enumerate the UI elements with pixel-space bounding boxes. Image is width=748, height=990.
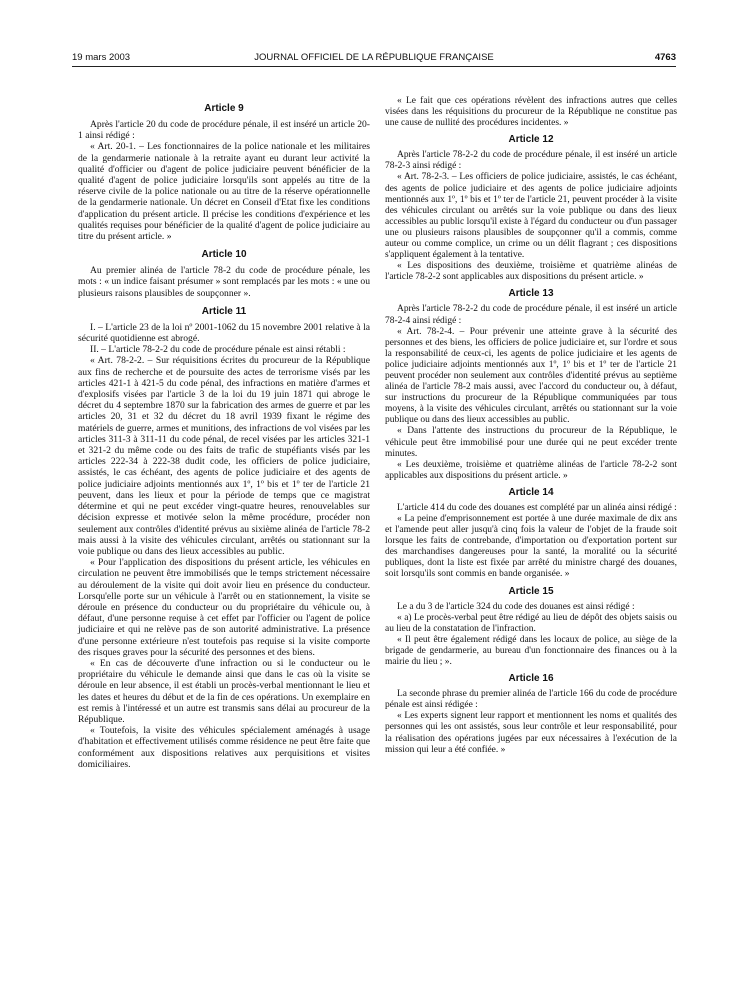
paragraph: Au premier alinéa de l'article 78-2 du code de procédure pénale, les mots : « un indice faisant présumer » sont remplacés par les mots : « une ou plusieurs raisons plausibles de soupçonner ».	[78, 265, 370, 299]
right-column	[385, 96, 677, 756]
paragraph: « Art. 78-2-2. – Sur réquisitions écrites du procureur de la République aux fins de recherche et de poursuite des actes de terrorisme visés par les articles 421-1 à 421-5 du code pénal, des infractions en matière d'armes et d'explosifs visées par l'article 3 de la loi du 19 juin 1871 qui abroge le décret du 4 septembre 1870 sur la fabrication des armes de guerre et par les articles 20, 31 et 32 du décret du 18 avril 1939 fixant le régime des matériels de guerre, armes et munitions, des infractions de vol visées par les articles 311-3 à 311-11 du code pénal, de recel visées par les articles 321-1 et 321-2 du même code ou des faits de trafic de stupéfiants visés par les articles 222-34 à 222-38 dudit code, les officiers de police judiciaire, assistés, le cas échéant, des agents de police judiciaire et des agents de police judiciaire adjoints mentionnés aux 1º, 1º bis et 1º ter de l'article 21 peuvent, dans les lieux et pour la période de temps que ce magistrat détermine et qui ne peut excéder vingt-quatre heures, renouvelables sur décision expresse et motivée selon la même procédure, procéder non seulement aux contrôles d'identité prévus au sixième alinéa de l'article 78-2 mais aussi à la visite des véhicules circulant, arrêtés ou stationnant sur la voie publique ou dans des lieux accessibles au public.	[78, 355, 370, 557]
header-rule	[72, 66, 676, 67]
paragraph: « a) Le procès-verbal peut être rédigé au lieu de dépôt des objets saisis ou au lieu de la constatation de l'infraction.	[385, 612, 677, 634]
paragraph: « Il peut être également rédigé dans les locaux de police, au siège de la brigade de gendarmerie, au bureau d'un fonctionnaire des finances ou à la mairie du lieu ; ».	[385, 634, 677, 668]
paragraph: « Dans l'attente des instructions du procureur de la République, le véhicule peut être immobilisé pour une durée qui ne peut excéder trente minutes.	[385, 426, 677, 459]
paragraph: « Pour l'application des dispositions du présent article, les véhicules en circulation ne peuvent être immobilisés que le temps strictement nécessaire au déroulement de la visite qui doit avoir lieu en présence du conducteur. Lorsqu'elle porte sur un véhicule à l'arrêt ou en stationnement, la visite se déroule en présence du conducteur ou du propriétaire du véhicule ou, à défaut, d'une personne requise à cet effet par l'officier ou l'agent de police judiciaire et qui ne relève pas de son autorité administrative. La présence d'une personne extérieure n'est toutefois pas requise si la visite comporte des risques graves pour la sécurité des personnes et des biens.	[78, 557, 370, 658]
article-heading: Article 12	[508, 134, 554, 146]
article-heading: Article 10	[201, 249, 247, 261]
article-heading: Article 13	[508, 288, 554, 300]
article-heading: Article 11	[201, 305, 247, 317]
article-heading: Article 9	[204, 103, 244, 114]
paragraph: « Art. 78-2-3. – Les officiers de police judiciaire, assistés, le cas échéant, des agents de police judiciaire et des agents de police judiciaire adjoints mentionnés aux 1º, 1º bis et 1º ter de l'article 21, peuvent procéder à la visite des véhicules circulant ou arrêtés sur la voie publique ou dans des lieux accessibles au public lorsqu'il existe à l'égard du conducteur ou d'un passager une ou plusieurs raisons plausibles de soupçonner qu'il a commis, comme auteur ou comme complice, un crime ou un délit flagrant ; ces dispositions s'appliquent également à la tentative.	[385, 172, 677, 261]
paragraph: Après l'article 78-2-2 du code de procédure pénale, il est inséré un article 78-2-3 ainsi rédigé :	[385, 150, 677, 172]
article-heading: Article 14	[508, 486, 554, 498]
paragraph: Après l'article 20 du code de procédure pénale, il est inséré un article 20-1 ainsi rédigé :	[78, 119, 370, 142]
header-date: 19 mars 2003	[72, 52, 131, 63]
article-heading: Article 16	[508, 673, 554, 685]
paragraph: Après l'article 78-2-2 du code de procédure pénale, il est inséré un article 78-2-4 ainsi rédigé :	[385, 304, 677, 326]
paragraph: « Le fait que ces opérations révèlent des infractions autres que celles visées dans les réquisitions du procureur de la République ne constitue pas une cause de nullité des procédures incidentes. »	[385, 96, 677, 129]
paragraph: « En cas de découverte d'une infraction ou si le conducteur ou le propriétaire du véhicule le demande ainsi que dans le cas où la visite se déroule en leur absence, il est établi un procès-verbal mentionnant le lieu et les dates et heures du début et de la fin de ces opérations. Un exemplaire en est remis à l'intéressé et un autre est transmis sans délai au procureur de la République.	[78, 657, 370, 725]
header-journal-title: JOURNAL OFFICIEL DE LA RÉPUBLIQUE FRANÇAISE	[254, 52, 494, 63]
paragraph: II. – L'article 78-2-2 du code de procédure pénale est ainsi rétabli :	[90, 344, 346, 356]
paragraph: « Les deuxième, troisième et quatrième alinéas de l'article 78-2-2 sont applicables aux dispositions du présent article. »	[385, 459, 677, 481]
paragraph: « Les dispositions des deuxième, troisième et quatrième alinéas de l'article 78-2-2 sont applicables aux dispositions du présent article. »	[385, 261, 677, 283]
article-heading: Article 15	[508, 585, 554, 597]
paragraph: L'article 414 du code des douanes est complété par un alinéa ainsi rédigé :	[397, 502, 677, 513]
paragraph: « Art. 78-2-4. – Pour prévenir une atteinte grave à la sécurité des personnes et des biens, les officiers de police judiciaire et, sur l'ordre et sous la responsabilité de ceux-ci, les agents de police judiciaire et les agents de police judiciaire adjoints mentionnés aux 1º, 1º bis et 1º ter de l'article 21 peuvent procéder non seulement aux contrôles d'identité prévus au septième alinéa de l'article 78-2 mais aussi, avec l'accord du conducteur ou, à défaut, sur instructions du procureur de la République communiquées par tous moyens, à la visite des véhicules circulant, arrêtés ou stationnant sur la voie publique ou dans des lieux accessibles au public.	[385, 326, 677, 426]
paragraph: « Les experts signent leur rapport et mentionnent les noms et qualités des personnes qui les ont assistés, sous leur contrôle et leur responsabilité, pour la réalisation des opérations jugées par eux nécessaires à l'exécution de la mission qui leur a été confiée. »	[385, 711, 677, 755]
paragraph: « Art. 20-1. – Les fonctionnaires de la police nationale et les militaires de la gendarmerie nationale à la retraite ayant eu durant leur activité la qualité d'officier ou d'agent de police judiciaire peuvent bénéficier de la qualité d'agent de police judiciaire lorsqu'ils sont appelés au titre de la réserve civile de la police nationale ou au titre de la réserve opérationnelle de la gendarmerie nationale. Un décret en Conseil d'Etat fixe les conditions d'application du présent article. Il précise les conditions d'expérience et les qualités requises pour bénéficier de la qualité d'agent de police judiciaire au titre du présent article. »	[78, 141, 370, 243]
paragraph: La seconde phrase du premier alinéa de l'article 166 du code de procédure pénale est ainsi rédigée :	[385, 689, 677, 711]
paragraph: Le a du 3 de l'article 324 du code des douanes est ainsi rédigé :	[397, 601, 635, 612]
paragraph: « La peine d'emprisonnement est portée à une durée maximale de dix ans et l'amende peut aller jusqu'à cinq fois la valeur de l'objet de la fraude soit lorsque les faits de contrebande, d'importation ou d'exportation portent sur des marchandises dangereuses pour la santé, la moralité ou la sécurité publiques, dont la liste est fixée par arrêté du ministre chargé des douanes, soit lorsqu'ils sont commis en bande organisée. »	[385, 514, 677, 580]
paragraph: « Toutefois, la visite des véhicules spécialement aménagés à usage d'habitation et effectivement utilisés comme résidence ne peut être faite que conformément aux dispositions relatives aux perquisitions et visites domiciliaires.	[78, 725, 370, 770]
header-page-number: 4763	[654, 52, 676, 63]
paragraph: I. – L'article 23 de la loi nº 2001-1062 du 15 novembre 2001 relative à la sécurité quotidienne est abrogé.	[78, 321, 370, 345]
left-column	[78, 96, 370, 770]
